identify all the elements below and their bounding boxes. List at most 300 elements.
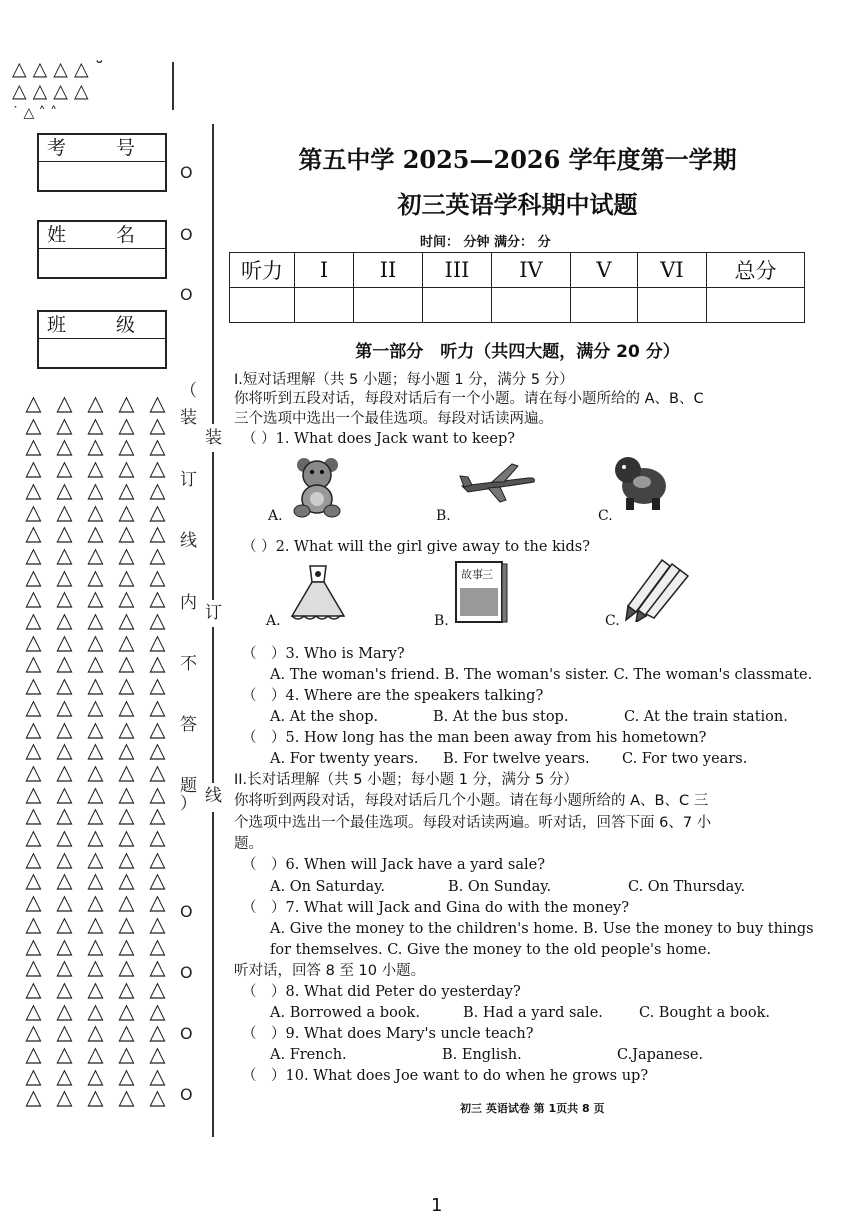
binding-line-char: 订 [205,603,222,623]
question-1: （ ）1. What does Jack want to keep? [242,431,515,447]
triangle-mark: △ [87,608,104,632]
pencils-icon [622,556,692,622]
triangle-mark: △ [25,694,42,719]
binding-line [212,627,214,783]
triangle-mark: △ [87,933,104,958]
triangle-mark: △ [87,1020,104,1045]
triangle-mark: △ [56,933,73,958]
score-col-header: 听力 [230,253,295,288]
triangle-mark: △ [118,1063,135,1088]
triangle-row [18,436,173,457]
triangle-row [18,998,173,1023]
triangle-mark: △ [149,391,166,415]
sec1-instruction: 三个选项中选出一个最佳选项。每段对话读两遍。 [234,411,553,427]
exam-title: 第五中学 2025—2026 学年度第一学期 [298,145,737,174]
q8-option-c: C. Bought a book. [639,1005,770,1021]
score-table [229,252,805,323]
triangle-mark: △ [56,608,73,632]
name-field[interactable] [39,249,165,277]
score-table-values [230,288,805,323]
triangle-row [18,1063,173,1088]
triangle-row [18,716,173,741]
binding-line-char: 线 [205,786,222,806]
score-col-header: III [423,253,492,288]
binding-note-char: 答 [180,715,197,735]
triangle-mark: △ [87,976,104,1001]
binding-hole: O [180,163,193,182]
triangle-mark: △ [25,911,42,936]
sec2-instruction: 你将听到两段对话，每段对话后几个小题。请在每小题所给的 A、B、C 三 [234,793,709,809]
triangle-mark: △ [118,1042,135,1066]
part1-heading: 第一部分 听力（共四大题，满分 20 分） [355,342,680,362]
triangle-mark: △ [118,1020,135,1045]
q6-option-b: B. On Sunday. [448,879,552,895]
triangle-mark: △ [118,412,135,437]
triangle-mark: △ [118,586,135,611]
triangle-mark: △ [118,933,135,958]
triangle-mark: △ [56,499,73,524]
triangle-mark: △ [118,477,135,502]
triangle-mark: △ [56,716,73,741]
question-5: （ ）5. How long has the man been away from his hometown? [242,730,707,746]
triangle-mark: △ [149,998,166,1023]
triangle-mark: △ [149,434,166,459]
triangle-mark: △ [25,499,42,524]
question-9: （ ）9. What does Mary's uncle teach? [242,1026,534,1042]
triangle-row [18,1022,173,1043]
binding-line [212,452,214,600]
binding-hole: O [180,963,193,982]
triangle-mark: △ [56,651,73,676]
triangle-mark: △ [56,629,73,654]
top-triangle-row: ˙ △ ˄ ˄ [12,105,58,121]
triangle-mark: △ [87,803,104,828]
score-col-header: II [354,253,423,288]
triangle-mark: △ [56,1063,73,1088]
triangle-mark: △ [56,759,73,784]
triangle-mark: △ [149,890,166,915]
score-col-header: V [571,253,638,288]
triangle-mark: △ [25,998,42,1023]
triangle-mark: △ [56,1042,73,1066]
triangle-mark: △ [25,955,42,980]
triangle-mark: △ [56,673,73,698]
triangle-mark: △ [118,456,135,481]
triangle-mark: △ [149,825,166,849]
triangle-mark: △ [87,759,104,784]
triangle-mark: △ [149,738,166,763]
triangle-mark: △ [118,911,135,936]
triangle-mark: △ [149,499,166,524]
class-label: 班 级 [39,312,165,339]
triangle-mark: △ [149,781,166,806]
triangle-row [18,588,173,609]
question-2: （ ）2. What will the girl give away to the kids? [242,539,591,555]
class-field[interactable] [39,339,165,367]
triangle-mark: △ [87,521,104,546]
q9-option-c: C.Japanese. [617,1047,704,1063]
score-cell[interactable] [295,288,354,323]
triangle-mark: △ [87,825,104,849]
exam-number-box [37,133,167,192]
exam-subtitle: 初三英语学科期中试题 [397,190,638,219]
binding-note-open: （ [180,381,197,401]
score-cell[interactable] [707,288,805,323]
triangle-mark: △ [87,391,104,415]
triangle-mark: △ [25,651,42,676]
binding-hole: O [180,1085,193,1104]
top-triangle-row: △ △ △ △ ˘ [12,58,105,80]
triangle-mark: △ [87,564,104,589]
triangle-mark: △ [149,521,166,546]
triangle-row [18,1087,173,1108]
triangle-mark: △ [87,673,104,698]
binding-note-char: 不 [180,654,197,674]
q1-label-a: A. [268,508,283,524]
score-col-header: 总分 [707,253,805,288]
triangle-mark: △ [118,521,135,546]
score-cell[interactable] [423,288,492,323]
toy-dog-icon [612,452,670,512]
binding-line-char: 装 [205,428,222,448]
score-cell[interactable] [571,288,638,323]
teddy-bear-icon [290,455,345,520]
q5-option-b: B. For twelve years. [443,751,590,767]
triangle-mark: △ [87,499,104,524]
q2-label-a: A. [266,613,281,629]
triangle-mark: △ [118,499,135,524]
triangle-mark: △ [118,651,135,676]
triangle-mark: △ [149,673,166,698]
triangle-row [18,957,173,978]
score-col-header: VI [638,253,707,288]
binding-note-close: ） [180,794,197,814]
triangle-mark: △ [25,781,42,806]
triangle-mark: △ [56,955,73,980]
q6-option-c: C. On Thursday. [628,879,746,895]
triangle-row [18,499,173,524]
triangle-mark: △ [149,1020,166,1045]
triangle-mark: △ [118,1085,135,1110]
q8-option-b: B. Had a yard sale. [463,1005,603,1021]
triangle-mark: △ [118,890,135,915]
triangle-mark: △ [149,716,166,741]
triangle-mark: △ [25,868,42,893]
triangle-row [18,477,173,502]
triangle-mark: △ [56,825,73,849]
triangle-row [18,629,173,654]
q3-options: A. The woman's friend. B. The woman's sister. C. The woman's classmate. [270,667,813,683]
triangle-mark: △ [87,716,104,741]
sec2-title: II.长对话理解（共 5 小题；每小题 1 分，满分 5 分） [234,772,578,788]
score-cell[interactable] [492,288,571,323]
triangle-mark: △ [56,694,73,719]
triangle-mark: △ [25,1020,42,1045]
svg-text:三: 三 [482,568,493,581]
triangle-mark: △ [25,803,42,828]
triangle-mark: △ [56,564,73,589]
binding-hole: O [180,285,193,304]
triangle-row [18,610,173,631]
triangle-mark: △ [118,608,135,632]
class-box [37,310,167,369]
binding-line [212,812,214,1137]
triangle-row [18,694,173,719]
triangle-row [18,740,173,761]
sec2-instruction: 个选项中选出一个最佳选项。每段对话读两遍。听对话，回答下面 6、7 小 [234,815,712,831]
triangle-mark: △ [87,412,104,437]
triangle-row [18,458,173,479]
triangle-mark: △ [87,890,104,915]
triangle-mark: △ [25,1085,42,1110]
sec2-instruction: 题。 [234,836,263,852]
triangle-mark: △ [149,911,166,936]
triangle-mark: △ [25,564,42,589]
triangle-mark: △ [56,1085,73,1110]
name-box [37,220,167,279]
triangle-mark: △ [56,738,73,763]
triangle-mark: △ [87,477,104,502]
triangle-mark: △ [56,998,73,1023]
triangle-row [18,393,173,414]
triangle-mark: △ [25,542,42,567]
q4-option-b: B. At the bus stop. [433,709,569,725]
binding-hole: O [180,1024,193,1043]
airplane-icon [458,460,538,505]
time-score-line: 时间： 分钟 满分： 分 [420,235,551,250]
top-triangles [12,58,104,124]
triangle-mark: △ [87,694,104,719]
triangle-mark: △ [25,716,42,741]
question-10: （ ）10. What does Joe want to do when he grows up? [242,1068,649,1084]
triangle-mark: △ [87,846,104,871]
triangle-mark: △ [25,673,42,698]
triangle-row [18,911,173,936]
sec1-title: I.短对话理解（共 5 小题；每小题 1 分，满分 5 分） [234,372,574,388]
triangle-mark: △ [87,911,104,936]
triangle-mark: △ [87,868,104,893]
triangle-mark: △ [118,868,135,893]
triangle-mark: △ [56,412,73,437]
score-cell[interactable] [354,288,423,323]
triangle-mark: △ [87,1085,104,1110]
triangle-mark: △ [118,825,135,849]
triangle-mark: △ [56,868,73,893]
triangle-mark: △ [87,629,104,654]
triangle-mark: △ [87,781,104,806]
triangle-mark: △ [149,651,166,676]
triangle-mark: △ [25,976,42,1001]
triangle-mark: △ [118,955,135,980]
triangle-mark: △ [118,564,135,589]
top-triangle-row: △ △ △ △ [12,80,89,102]
q5-option-a: A. For twenty years. [270,751,419,767]
q1-label-c: C. [598,508,613,524]
triangle-row [18,846,173,871]
dress-icon [288,562,348,624]
triangle-mark: △ [87,955,104,980]
triangle-row [18,781,173,806]
triangle-mark: △ [87,1063,104,1088]
triangle-mark: △ [149,694,166,719]
score-cell[interactable] [638,288,707,323]
triangle-mark: △ [56,521,73,546]
binding-note-char: 内 [180,593,197,613]
triangle-mark: △ [56,890,73,915]
triangle-mark: △ [149,477,166,502]
svg-text:故事: 故事 [461,568,483,581]
question-6: （ ）6. When will Jack have a yard sale? [242,857,545,873]
triangle-mark: △ [149,933,166,958]
triangle-mark: △ [87,998,104,1023]
exam-number-label: 考 号 [39,135,165,162]
triangle-row [18,805,173,826]
triangle-mark: △ [149,868,166,893]
triangle-mark: △ [25,521,42,546]
q4-option-a: A. At the shop. [270,709,379,725]
q5-option-c: C. For two years. [622,751,748,767]
q2-label-c: C. [605,613,620,629]
q9-option-b: B. English. [442,1047,522,1063]
triangle-mark: △ [56,586,73,611]
binding-note-char: 订 [180,470,197,490]
triangle-mark: △ [56,542,73,567]
triangle-row [18,564,173,589]
triangle-mark: △ [87,651,104,676]
triangle-mark: △ [25,456,42,481]
triangle-mark: △ [87,1042,104,1066]
listen-8-10-instruction: 听对话，回答 8 至 10 小题。 [234,963,426,979]
exam-number-field[interactable] [39,162,165,190]
triangle-mark: △ [56,434,73,459]
triangle-mark: △ [25,586,42,611]
triangle-mark: △ [56,803,73,828]
binding-note-char: 题 [180,776,197,796]
triangle-mark: △ [149,803,166,828]
q7-options-line1: A. Give the money to the children's home. B. Use the money to buy things [270,921,814,937]
q8-option-a: A. Borrowed a book. [270,1005,420,1021]
triangle-mark: △ [149,955,166,980]
triangle-mark: △ [25,890,42,915]
triangle-mark: △ [118,846,135,871]
triangle-mark: △ [87,738,104,763]
triangle-mark: △ [149,846,166,871]
triangle-mark: △ [56,976,73,1001]
score-table-header [230,253,805,288]
triangle-mark: △ [149,629,166,654]
triangle-row [18,827,173,848]
q9-option-a: A. French. [270,1047,347,1063]
storybook-icon [452,558,510,626]
triangle-mark: △ [118,781,135,806]
triangle-mark: △ [25,825,42,849]
triangle-mark: △ [25,846,42,871]
triangle-mark: △ [118,694,135,719]
name-label: 姓 名 [39,222,165,249]
triangle-mark: △ [25,759,42,784]
question-7: （ ）7. What will Jack and Gina do with the money? [242,900,630,916]
triangle-row [18,1044,173,1065]
triangle-mark: △ [118,391,135,415]
triangle-row [18,523,173,544]
question-4: （ ）4. Where are the speakers talking? [242,688,544,704]
triangle-mark: △ [149,542,166,567]
triangle-mark: △ [118,542,135,567]
binding-note-char: 线 [180,531,197,551]
binding-hole: O [180,902,193,921]
question-8: （ ）8. What did Peter do yesterday? [242,984,521,1000]
triangle-mark: △ [149,412,166,437]
triangle-row [18,933,173,958]
triangle-row [18,870,173,891]
triangle-mark: △ [56,846,73,871]
triangle-mark: △ [56,781,73,806]
triangle-mark: △ [87,434,104,459]
q1-label-b: B. [436,508,451,524]
q7-options-line2: for themselves. C. Give the money to the old people's home. [270,942,712,958]
triangle-mark: △ [149,1085,166,1110]
triangle-mark: △ [25,629,42,654]
triangle-mark: △ [25,391,42,415]
triangle-mark: △ [118,716,135,741]
triangle-mark: △ [87,456,104,481]
triangle-mark: △ [149,586,166,611]
triangle-mark: △ [25,1042,42,1066]
binding-line [212,124,214,424]
triangle-mark: △ [118,434,135,459]
triangle-mark: △ [25,1063,42,1088]
triangle-mark: △ [56,456,73,481]
q4-option-c: C. At the train station. [624,709,788,725]
triangle-mark: △ [118,803,135,828]
triangle-mark: △ [25,933,42,958]
question-3: （ ）3. Who is Mary? [242,646,405,662]
triangle-mark: △ [118,629,135,654]
triangle-mark: △ [87,586,104,611]
binding-hole: O [180,225,193,244]
triangle-mark: △ [56,391,73,415]
triangle-mark: △ [25,477,42,502]
triangle-row [18,412,173,437]
triangle-row [18,675,173,696]
triangle-mark: △ [118,759,135,784]
triangle-mark: △ [56,1020,73,1045]
triangle-mark: △ [25,738,42,763]
triangle-mark: △ [149,1042,166,1066]
triangle-row [18,653,173,674]
triangle-mark: △ [149,1063,166,1088]
triangle-mark: △ [149,759,166,784]
triangle-row [18,542,173,567]
score-cell[interactable] [230,288,295,323]
triangle-mark: △ [149,456,166,481]
score-col-header: I [295,253,354,288]
triangle-row [18,976,173,1001]
triangle-mark: △ [56,477,73,502]
top-divider-line [172,62,174,110]
q2-label-b: B. [434,613,449,629]
triangle-mark: △ [56,911,73,936]
triangle-mark: △ [118,673,135,698]
triangle-mark: △ [25,434,42,459]
page-footer: 初三 英语试卷 第 1页共 8 页 [460,1102,605,1115]
triangle-mark: △ [25,608,42,632]
score-col-header: IV [492,253,571,288]
triangle-mark: △ [149,976,166,1001]
triangle-mark: △ [25,412,42,437]
triangle-row [18,892,173,913]
triangle-mark: △ [149,564,166,589]
